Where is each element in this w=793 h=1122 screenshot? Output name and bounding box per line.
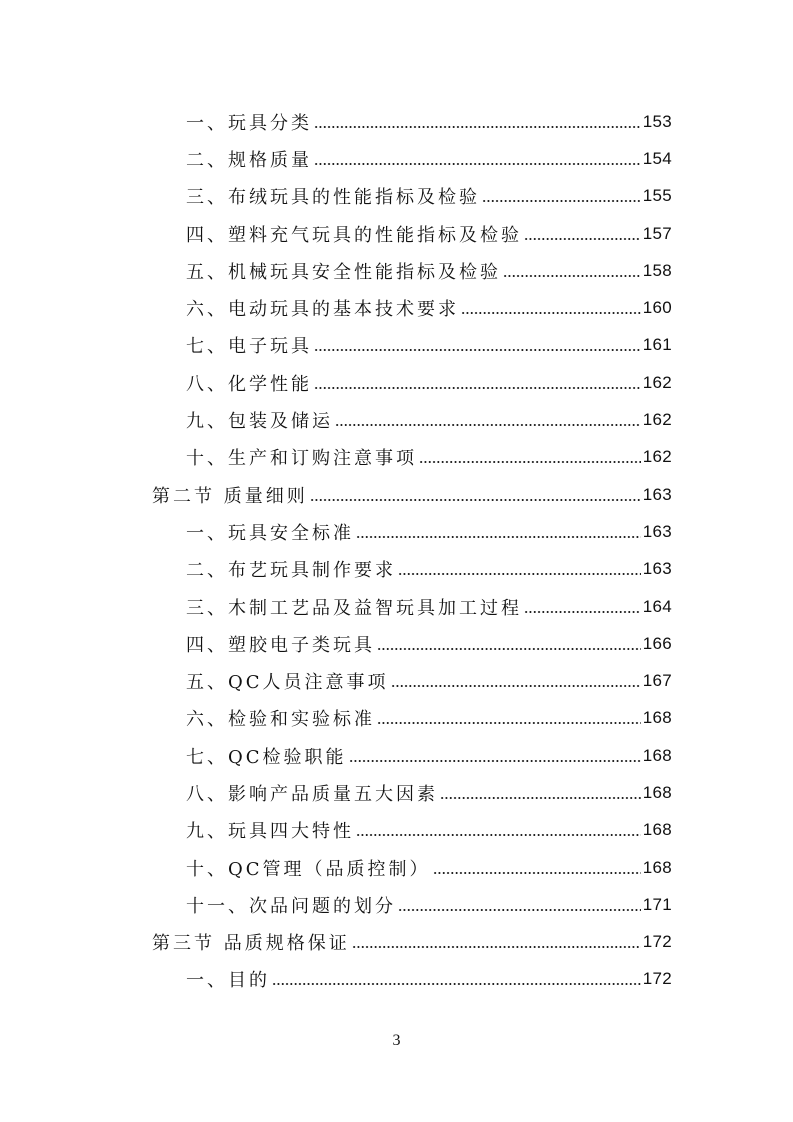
toc-dot-leader [440,795,641,801]
toc-entry-page: 162 [642,372,672,392]
toc-dot-leader [419,459,641,465]
toc-entry-title: 二、规格质量 [186,149,312,171]
toc-dot-leader [524,609,641,615]
toc-dot-leader [377,720,641,726]
toc-entry-title: 一、目的 [186,970,270,992]
toc-entry-title: 七、QC检验职能 [186,746,347,768]
toc-entry-page: 162 [642,410,672,430]
toc-entry[interactable] [0,774,793,811]
toc-entry[interactable] [0,327,793,364]
toc-dot-leader [352,944,641,950]
toc-entry-title: 一、玩具安全标准 [186,522,354,544]
toc-entry-title: 第三节 品质规格保证 [152,933,350,955]
toc-dot-leader [398,571,641,577]
toc-entry-title: 五、机械玩具安全性能指标及检验 [186,261,501,283]
toc-dot-leader [356,832,641,838]
toc-dot-leader [314,124,641,130]
toc-entry-page: 163 [642,521,672,541]
toc-section-entry[interactable] [0,924,793,961]
toc-entry[interactable] [0,289,793,326]
toc-entry-title: 四、塑料充气玩具的性能指标及检验 [186,224,522,246]
toc-entry-title: 十、生产和订购注意事项 [186,448,417,470]
toc-entry-page: 168 [642,782,672,802]
toc-entry-page: 161 [642,335,672,355]
toc-dot-leader [314,161,641,167]
toc-dot-leader [356,534,641,540]
toc-dot-leader [524,236,641,242]
toc-entry-page: 171 [642,894,672,914]
toc-entry[interactable] [0,551,793,588]
page-number: 3 [392,1032,401,1049]
toc-entry-page: 172 [642,932,672,952]
toc-entry-page: 162 [642,447,672,467]
toc-dot-leader [349,758,641,764]
toc-entry-page: 163 [642,559,672,579]
toc-entry[interactable] [0,140,793,177]
toc-entry-title: 三、木制工艺品及益智玩具加工过程 [186,597,522,619]
toc-entry-title: 五、QC人员注意事项 [186,672,389,694]
toc-entry-page: 155 [642,186,672,206]
toc-entry[interactable] [0,178,793,215]
toc-entry[interactable] [0,513,793,550]
toc-dot-leader [391,683,641,689]
toc-dot-leader [272,981,641,987]
toc-entry-title: 十、QC管理（品质控制） [186,858,431,880]
toc-dot-leader [335,422,641,428]
toc-entry-page: 164 [642,596,672,616]
toc-entry[interactable] [0,401,793,438]
toc-entry-title: 二、布艺玩具制作要求 [186,560,396,582]
toc-section-entry[interactable] [0,476,793,513]
toc-entry-page: 168 [642,857,672,877]
toc-entry[interactable] [0,588,793,625]
toc-entry[interactable] [0,364,793,401]
toc-entry[interactable] [0,961,793,998]
toc-entry[interactable] [0,886,793,923]
toc-entry[interactable] [0,849,793,886]
toc-entry-page: 168 [642,745,672,765]
toc-dot-leader [310,497,641,503]
toc-entry-page: 153 [642,111,672,131]
toc-entry[interactable] [0,103,793,140]
toc-entry-title: 六、电动玩具的基本技术要求 [186,299,459,321]
toc-entry[interactable] [0,812,793,849]
toc-entry-title: 十一、次品问题的划分 [186,895,396,917]
toc-entry-page: 160 [642,298,672,318]
toc-entry-page: 168 [642,820,672,840]
toc-entry[interactable] [0,662,793,699]
toc-dot-leader [377,646,641,652]
toc-dot-leader [398,907,641,913]
toc-entry-page: 167 [642,671,672,691]
toc-entry-title: 四、塑胶电子类玩具 [186,634,375,656]
toc-entry[interactable] [0,700,793,737]
toc-dot-leader [461,310,641,316]
toc-entry[interactable] [0,252,793,289]
toc-entry-page: 166 [642,633,672,653]
toc-entry[interactable] [0,625,793,662]
toc-entry-page: 163 [642,484,672,504]
toc-entry-page: 157 [642,223,672,243]
toc-entry[interactable] [0,439,793,476]
toc-entry[interactable] [0,215,793,252]
toc-entry-title: 六、检验和实验标准 [186,709,375,731]
toc-dot-leader [433,870,641,876]
toc-entry-title: 九、包装及储运 [186,411,333,433]
toc-entry[interactable] [0,737,793,774]
toc-entry-page: 154 [642,148,672,168]
toc-entry-title: 第二节 质量细则 [152,485,308,507]
toc-dot-leader [314,385,641,391]
toc-dot-leader [503,273,641,279]
toc-dot-leader [482,198,641,204]
toc-entry-title: 八、影响产品质量五大因素 [186,783,438,805]
toc-dot-leader [314,347,641,353]
toc-entry-title: 一、玩具分类 [186,112,312,134]
table-of-contents [0,103,793,998]
toc-entry-title: 三、布绒玩具的性能指标及检验 [186,187,480,209]
toc-entry-page: 168 [642,708,672,728]
toc-entry-page: 172 [642,969,672,989]
toc-entry-title: 九、玩具四大特性 [186,821,354,843]
toc-entry-page: 158 [642,260,672,280]
toc-entry-title: 七、电子玩具 [186,336,312,358]
toc-entry-title: 八、化学性能 [186,373,312,395]
